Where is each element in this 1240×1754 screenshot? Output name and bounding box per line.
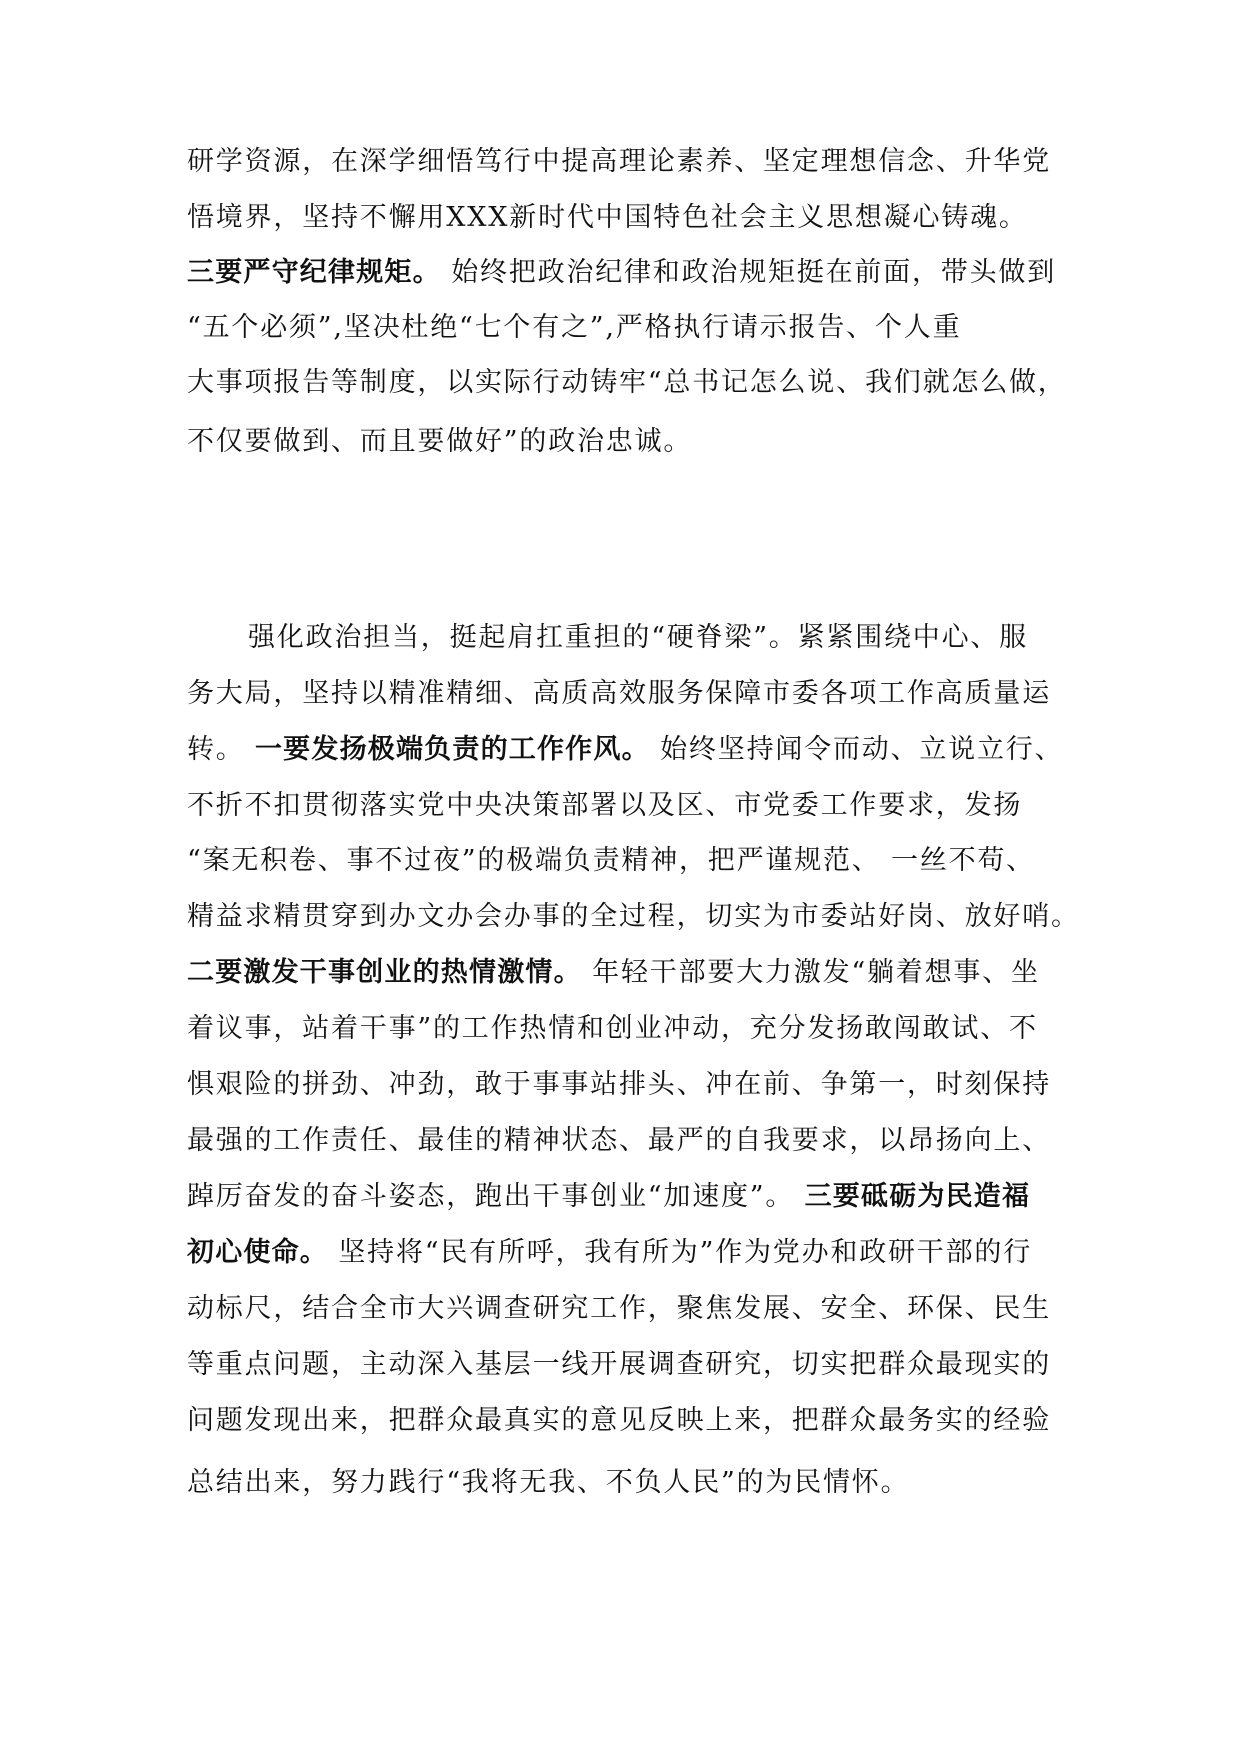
text-line <box>187 955 1067 991</box>
bold-heading: 二要激发干事创业的热情激情。 <box>187 957 582 988</box>
text-line-content: 始终坚持闻令而动、立说立行、 <box>649 734 1064 765</box>
text-line <box>187 365 1067 401</box>
text-line <box>187 200 1067 236</box>
bold-heading: 一要发扬极端负责的工作作风。 <box>254 734 650 765</box>
text-line-content: 年轻干部要大力激发“躺着想事、坐 <box>581 957 1040 988</box>
text-line-content: 等重点问题，主动深入基层一线开展调查研究，切实把群众最现实的 <box>187 1349 1051 1380</box>
text-line-content: 悟境界，坚持不懈用XXX新时代中国特色社会主义思想凝心铸魂。 <box>187 202 1028 233</box>
text-line-content: 着议事，站着干事”的工作热情和创业冲动，充分发扬敢闯敢试、不 <box>187 1013 1038 1044</box>
text-line-content: 大事项报告等制度，以实际行动铸牢“总书记怎么说、我们就怎么做， <box>187 367 1067 398</box>
text-line-content: 转。 <box>187 734 255 765</box>
text-line <box>187 144 1067 180</box>
text-line <box>187 1123 1067 1159</box>
text-line <box>187 1067 1067 1103</box>
text-line <box>187 1179 1067 1215</box>
text-line-content: 不折不扣贯彻落实党中央决策部署以及区、市党委工作要求，发扬 <box>187 790 1023 821</box>
text-line <box>187 843 1067 879</box>
text-line <box>187 1403 1067 1439</box>
text-line-content: 问题发现出来，把群众最真实的意见反映上来，把群众最务实的经验 <box>187 1405 1051 1436</box>
bold-heading: 三要砥砺为民造福 <box>804 1181 1031 1212</box>
text-line <box>187 424 1067 460</box>
text-line-content: 坚持将“民有所呼，我有所为”作为党办和政研干部的行 <box>328 1237 1032 1268</box>
text-line-content: 精益求精贯穿到办文办会办事的全过程，切实为市委站好岗、放好哨。 <box>187 901 1080 932</box>
text-line-content: 踔厉奋发的奋斗姿态，跑出干事创业“加速度”。 <box>187 1181 805 1212</box>
text-line <box>187 1235 1067 1271</box>
text-line-content: 务大局，坚持以精准精细、高质高效服务保障市委各项工作高质量运 <box>187 678 1051 709</box>
text-line-content: 最强的工作责任、最佳的精神状态、最严的自我要求，以昂扬向上、 <box>187 1125 1051 1156</box>
text-line-content: 惧艰险的拼劲、冲劲，敢于事事站排头、冲在前、争第一，时刻保持 <box>187 1069 1051 1100</box>
text-line-content: “五个必须”,坚决杜绝“七个有之”,严格执行请示报告、个人重 <box>187 312 962 343</box>
text-line-content: 研学资源，在深学细悟笃行中提高理论素养、坚定理想信念、升华党 <box>187 146 1051 177</box>
text-line <box>187 899 1080 935</box>
text-line <box>187 1347 1067 1383</box>
text-line-content: 总结出来，努力践行“我将无我、不负人民”的为民情怀。 <box>187 1467 910 1498</box>
text-line <box>187 676 1067 712</box>
text-line <box>187 310 1067 346</box>
text-line <box>187 1291 1067 1327</box>
text-line-content: 动标尺，结合全市大兴调查研究工作，聚焦发展、安全、环保、民生 <box>187 1293 1051 1324</box>
text-line <box>187 1011 1067 1047</box>
text-line <box>187 1465 1067 1501</box>
text-line-content: 强化政治担当，挺起肩扛重担的“硬脊梁”。紧紧围绕中心、服 <box>248 622 1029 653</box>
text-line <box>187 732 1067 768</box>
text-line <box>187 788 1067 824</box>
text-line-content: 始终把政治纪律和政治规矩挺在前面，带头做到 <box>440 257 1056 288</box>
bold-heading: 三要严守纪律规矩。 <box>187 257 441 288</box>
text-line-content: “案无积卷、事不过夜”的极端负责精神，把严谨规范、 一丝不苟、 <box>187 845 1035 876</box>
text-line <box>187 255 1067 291</box>
text-line <box>248 620 1128 656</box>
text-line-content: 不仅要做到、而且要做好”的政治忠诚。 <box>187 426 693 457</box>
bold-heading: 初心使命。 <box>187 1237 328 1268</box>
